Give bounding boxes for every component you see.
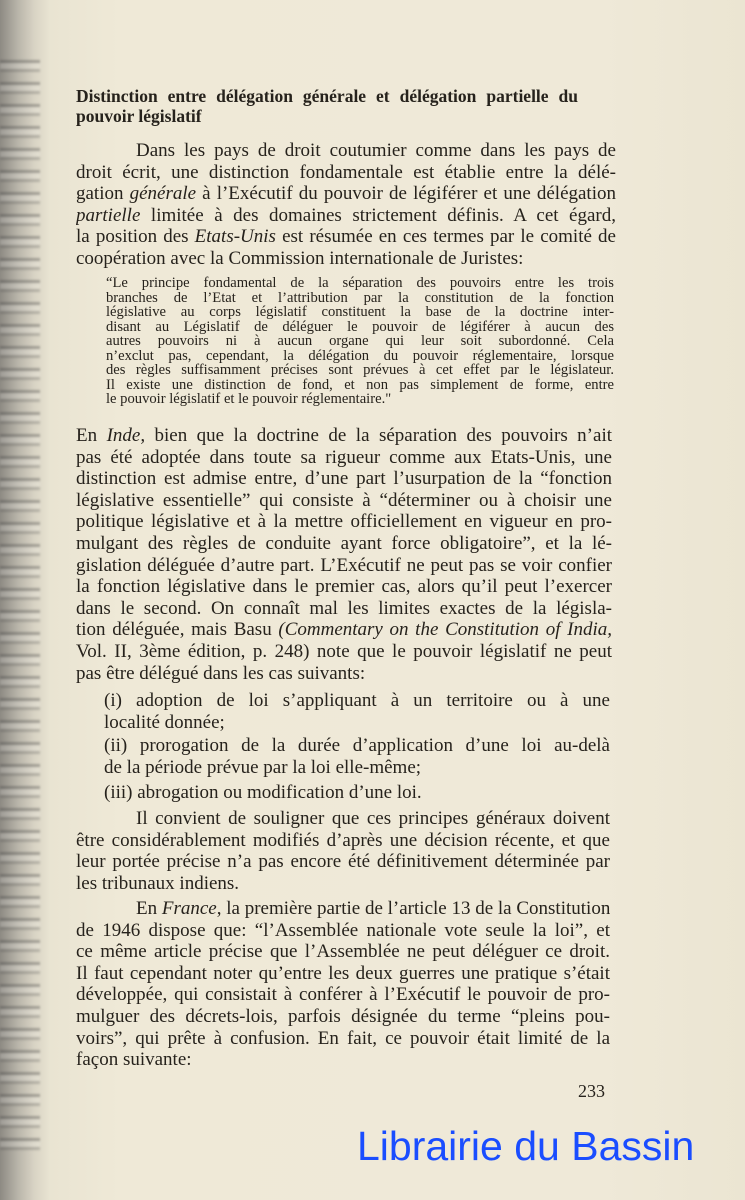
text-line: Il faut cependant noter qu’entre les deux guerres une pratique s’était: [76, 962, 610, 984]
section-heading: [76, 86, 578, 126]
text-line: “Le principe fondamental de la séparation des pouvoirs entre les trois: [106, 276, 614, 291]
text-line: localité donnée;: [104, 711, 225, 733]
text-line: tion déléguée, mais Basu (Commentary on the Constitution of India,: [76, 619, 612, 641]
text-line: disant au Législatif de déléguer le pouvoir de légiférer à aucun des: [106, 319, 614, 334]
text-line: ce même article précise que l’Assemblée ne peut déléguer ce droit.: [76, 941, 610, 963]
text-line: pouvoir législatif: [76, 106, 202, 126]
list-item: [104, 782, 610, 804]
watermark: Librairie du Bassin: [357, 1123, 695, 1169]
list-item: [104, 735, 610, 778]
text-line: le pouvoir législatif et le pouvoir réglementaire.": [106, 392, 392, 407]
exception-list: [104, 690, 610, 804]
paragraph-france: [76, 898, 610, 1071]
text-line: mulgant des règles de conduite ayant force obligatoire”, et la lé-: [76, 532, 612, 554]
list-item: [104, 690, 610, 733]
text-line: des règles suffisamment précises sont prévues à cet effet par le législateur.: [106, 363, 614, 378]
text-line: pas être délégué dans les cas suivants:: [76, 662, 366, 684]
text-line: mulguer des décrets-lois, parfois désignée du terme “pleins pou-: [76, 1005, 610, 1027]
text-line: partielle limitée à des domaines strictement définis. A cet égard,: [76, 204, 616, 226]
page-number: 233: [578, 1081, 605, 1101]
text-line: développée, qui consistait à conférer à l’Exécutif le pouvoir de pro-: [76, 984, 610, 1006]
text-line: distinction est admise entre, d’une part l’usurpation de la “fonction: [76, 468, 612, 490]
text-line: gation générale à l’Exécutif du pouvoir de légiférer et une délégation: [76, 183, 616, 205]
text-line: législative essentielle” qui consiste à “déterminer ou à choisir une: [76, 489, 612, 511]
paragraph-note: [76, 808, 610, 894]
text-line: voirs”, qui prête à confusion. En fait, ce pouvoir était limité de la: [76, 1027, 610, 1049]
text-line: gislation déléguée d’autre part. L’Exécutif ne peut pas se voir confier: [76, 554, 612, 576]
text-line: Distinction entre délégation générale et délégation partielle du: [76, 86, 578, 106]
text-line: leur portée précise n’a pas encore été définitivement déterminée par: [76, 851, 610, 873]
text-line: (ii) prorogation de la durée d’application d’une loi au-delà: [104, 735, 610, 757]
text-line: n’exclut pas, cependant, la délégation du pouvoir réglementaire, lorsque: [106, 348, 614, 363]
text-line: En Inde, bien que la doctrine de la séparation des pouvoirs n’ait: [76, 425, 612, 446]
block-quote: [106, 276, 614, 407]
text-line: la fonction législative dans le premier cas, alors qu’il peut l’exercer: [76, 576, 612, 598]
paragraph-inde: [76, 425, 612, 684]
text-line: coopération avec la Commission internationale de Juristes:: [76, 247, 524, 269]
text-line: dans le second. On connaît mal les limites exactes de la législa-: [76, 597, 612, 619]
text-line: (i) adoption de loi s’appliquant à un territoire ou à une: [104, 690, 610, 711]
text-line: branches de l’Etat et l’attribution par la constitution de la fonction: [106, 290, 614, 305]
text-line: En France, la première partie de l’article 13 de la Constitution: [136, 898, 610, 919]
text-line: la position des Etats-Unis est résumée en ces termes par le comité de: [76, 226, 616, 248]
text-line: (iii) abrogation ou modification d’une loi.: [104, 782, 422, 804]
text-line: politique législative et à la mettre officiellement en vigueur en pro-: [76, 511, 612, 533]
text-line: Il existe une distinction de fond, et non pas simplement de forme, entre: [106, 377, 614, 392]
text-line: être considérablement modifiés d’après une décision récente, et que: [76, 829, 610, 851]
text-line: droit écrit, une distinction fondamentale est établie entre la délé-: [76, 161, 616, 183]
text-line: législative au corps législatif constituent la base de la doctrine inter-: [106, 305, 614, 320]
text-line: Vol. II, 3ème édition, p. 248) note que le pouvoir législatif ne peut: [76, 640, 612, 662]
text-line: façon suivante:: [76, 1049, 192, 1071]
text-line: de la période prévue par la loi elle-même;: [104, 756, 422, 778]
text-line: de 1946 dispose que: “l’Assemblée nationale vote seule la loi”, et: [76, 919, 610, 941]
text-line: Il convient de souligner que ces principes généraux doivent: [136, 808, 610, 829]
paragraph-usa: [76, 140, 616, 270]
page-stack-edge: [0, 60, 40, 1160]
text-line: Dans les pays de droit coutumier comme dans les pays de: [136, 140, 616, 161]
text-line: autres pouvoirs ni à aucun organe qui leur soit subordonné. Cela: [106, 334, 614, 349]
text-line: les tribunaux indiens.: [76, 872, 240, 894]
text-line: pas été adoptée dans toute sa rigueur comme aux Etats-Unis, une: [76, 446, 612, 468]
